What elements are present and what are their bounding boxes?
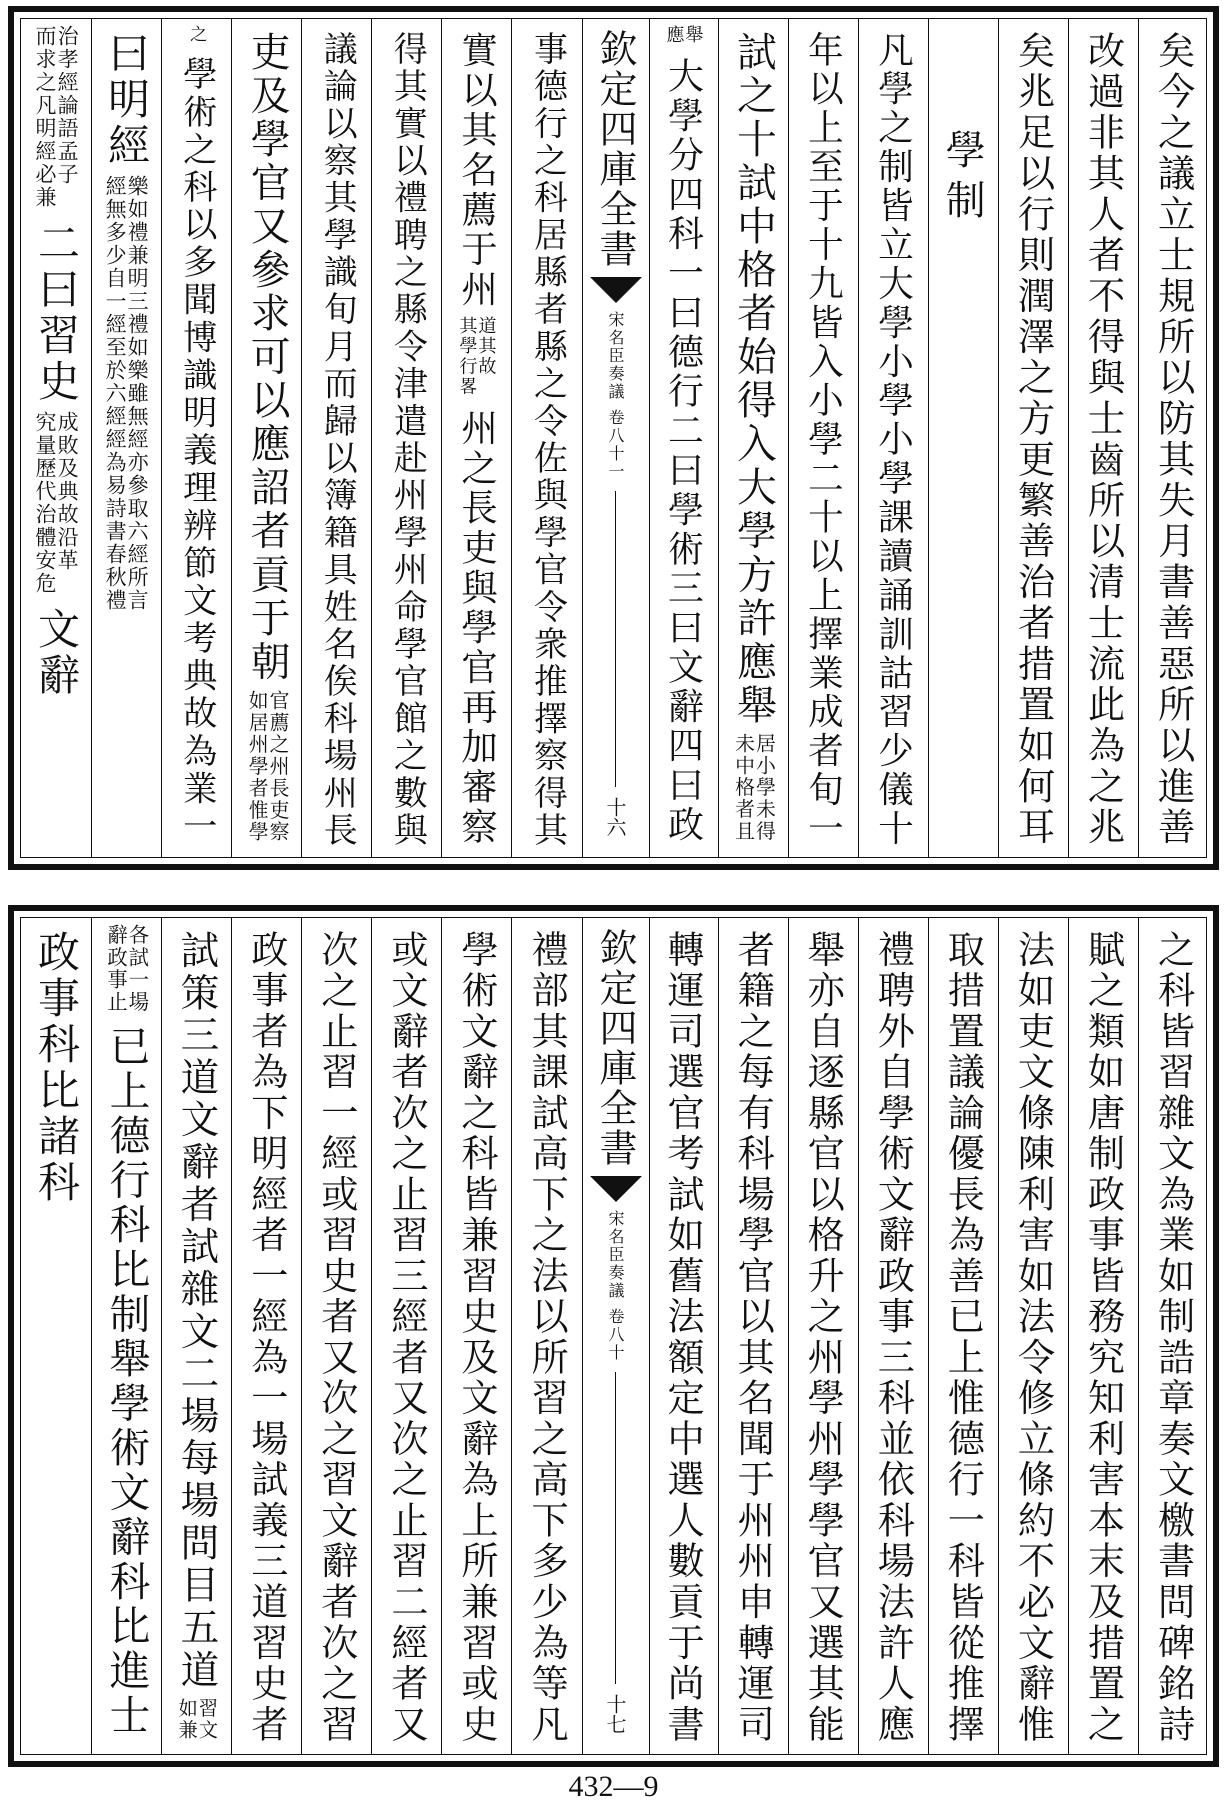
text-column bbox=[301, 918, 371, 1754]
text-column bbox=[231, 918, 301, 1754]
text-column bbox=[928, 918, 998, 1754]
center-fold bbox=[582, 918, 650, 1754]
text-column bbox=[161, 19, 231, 857]
note-line: 習文 bbox=[195, 1697, 219, 1741]
note-line: 如居州學者惟學 bbox=[245, 689, 269, 843]
text-column bbox=[788, 19, 858, 857]
annotation-note bbox=[176, 1698, 217, 1741]
column-rule bbox=[1068, 918, 1069, 1754]
book-title: 欽定四庫全書 bbox=[593, 29, 637, 269]
annotation-note bbox=[664, 25, 702, 45]
column-rule bbox=[161, 19, 162, 857]
main-text: 次之止習一經或習史者又次之習文辭者次之習 bbox=[314, 930, 359, 1746]
main-text: 矣今之議立士規所以防其失月書善惡所以進善 bbox=[1151, 31, 1196, 849]
bottom-page bbox=[8, 905, 1219, 1767]
note-line: 經無多少自一經至於六經經為易詩書春秋禮 bbox=[103, 175, 128, 612]
column-rule bbox=[511, 918, 512, 1754]
volume-label: 卷八十一 bbox=[606, 409, 625, 481]
column-rule bbox=[301, 19, 302, 857]
annotation-note bbox=[732, 733, 774, 842]
note-line: 應 bbox=[663, 25, 685, 45]
source-title: 宋名臣奏議 bbox=[606, 311, 625, 401]
source-title: 宋名臣奏議 bbox=[606, 1210, 625, 1300]
annotation-note bbox=[457, 316, 495, 397]
note-line: 官薦之州長吏察 bbox=[266, 689, 290, 843]
main-text: 二曰習史 bbox=[32, 221, 82, 405]
center-fold bbox=[582, 19, 650, 857]
main-text: 矣兆足以行則潤澤之方更繁善治者措置如何耳 bbox=[1011, 31, 1056, 849]
fish-tail-mark bbox=[590, 277, 642, 303]
text-column bbox=[511, 918, 581, 1754]
column-rule bbox=[718, 19, 719, 857]
column-rule bbox=[441, 19, 442, 857]
main-text: 禮聘外自學術文辭政事三科並依科場法許人應 bbox=[871, 930, 916, 1746]
column-rule bbox=[718, 918, 719, 1754]
column-rule bbox=[91, 918, 92, 1754]
column-rule bbox=[788, 19, 789, 857]
note-line: 舉 bbox=[682, 25, 704, 45]
column-rule bbox=[858, 918, 859, 1754]
note-line: 道其故 bbox=[475, 315, 497, 377]
annotation-note bbox=[105, 924, 148, 1013]
column-rule bbox=[928, 918, 929, 1754]
main-text: 取措置議論優長為善已上惟德行一科皆從推擇 bbox=[941, 930, 986, 1746]
column-rule bbox=[788, 918, 789, 1754]
main-text: 曰明經 bbox=[102, 31, 152, 169]
main-text: 凡學之制皆立大學小學小學課讀誦訓詁習少儀十 bbox=[872, 31, 914, 849]
main-text: 學術文辭之科皆兼習史及文辭為上所兼習或史 bbox=[455, 930, 500, 1746]
main-text: 事德行之科居縣者縣之令佐與學官令衆推擇察得其 bbox=[527, 31, 568, 850]
text-column bbox=[998, 19, 1068, 857]
text-column bbox=[21, 19, 91, 857]
text-column bbox=[511, 19, 581, 857]
text-column bbox=[648, 918, 718, 1754]
column-rule bbox=[161, 918, 162, 1754]
note-line: 未中格者且 bbox=[731, 733, 755, 843]
main-text: 已上德行科比制舉學術文辭科比進士 bbox=[102, 1025, 151, 1739]
note-line: 之 bbox=[186, 25, 207, 45]
column-rule bbox=[858, 19, 859, 857]
column-rule bbox=[998, 19, 999, 857]
note-line: 治孝經論語孟子 bbox=[55, 25, 80, 186]
text-column bbox=[301, 19, 371, 857]
main-text: 轉運司選官考試如舊法額定中選人數貢于尚書 bbox=[661, 930, 706, 1746]
main-text: 議論以察其學識旬月而歸以簿籍具姓名俟科場州長 bbox=[317, 31, 358, 850]
note-line: 成敗及典故沿革 bbox=[55, 411, 80, 572]
text-column bbox=[1138, 918, 1208, 1754]
text-column bbox=[718, 918, 788, 1754]
column-rule bbox=[301, 918, 302, 1754]
text-column bbox=[718, 19, 788, 857]
note-line: 樂如禮兼明三禮如樂雖無經亦參取六經所言 bbox=[125, 175, 150, 612]
annotation-note bbox=[245, 689, 290, 843]
main-text: 試策三道文辭者試雜文二場每場問目五道 bbox=[174, 930, 220, 1692]
text-column bbox=[648, 19, 718, 857]
main-text: 禮部其課試高下之法以所習之高下多少為等凡 bbox=[525, 930, 570, 1746]
text-column bbox=[91, 19, 161, 857]
fish-tail-mark bbox=[590, 1176, 642, 1202]
volume-label: 卷八十 bbox=[606, 1308, 625, 1362]
main-text: 或文辭者次之止習三經者又次之止習二經者又 bbox=[384, 930, 429, 1746]
text-column bbox=[161, 918, 231, 1754]
book-title: 欽定四庫全書 bbox=[593, 928, 637, 1168]
annotation-note bbox=[104, 175, 148, 612]
main-text: 法如吏文條陳利害如法令修立條約不必文辭惟 bbox=[1011, 930, 1056, 1746]
annotation-note bbox=[34, 411, 78, 595]
column-rule bbox=[371, 918, 372, 1754]
note-line: 居小學未得 bbox=[752, 733, 776, 843]
main-text: 政事者為下明經者一經為一場試義三道習史者 bbox=[244, 930, 289, 1746]
text-column bbox=[231, 19, 301, 857]
main-text: 政事科比諸科 bbox=[32, 930, 82, 1206]
main-text: 之科皆習雜文為業如制誥章奏文檄書問碑銘詩 bbox=[1151, 930, 1196, 1746]
main-text: 改過非其人者不得與士齒所以清士流此為之兆 bbox=[1081, 31, 1126, 849]
main-text: 賦之類如唐制政事皆務究知利害本末及措置之 bbox=[1081, 930, 1126, 1746]
text-column bbox=[441, 918, 511, 1754]
text-column bbox=[928, 19, 998, 857]
main-text: 者籍之每有科場學官以其名聞于州州申轉運司 bbox=[731, 930, 776, 1746]
main-text: 試之十試中格者始得入大學方許應舉 bbox=[730, 31, 777, 728]
text-column bbox=[371, 918, 441, 1754]
main-text: 舉亦自逐縣官以格升之州學州學學官又選其能 bbox=[801, 930, 846, 1746]
center-rule bbox=[615, 1372, 616, 1684]
text-column bbox=[441, 19, 511, 857]
column-rule bbox=[928, 19, 929, 857]
text-column bbox=[998, 918, 1068, 1754]
column-rule bbox=[371, 19, 372, 857]
text-column bbox=[91, 918, 161, 1754]
column-rule bbox=[511, 19, 512, 857]
note-line: 各試一場 bbox=[125, 924, 150, 1014]
note-line: 究量歷代治體安危 bbox=[33, 411, 58, 595]
column-rule bbox=[231, 918, 232, 1754]
note-line: 如兼 bbox=[175, 1697, 199, 1741]
column-rule bbox=[998, 918, 999, 1754]
annotation-note bbox=[187, 25, 205, 44]
top-page bbox=[8, 6, 1219, 870]
main-text: 學術之科以多聞博識明義理辨節文考典故為業一 bbox=[176, 56, 217, 846]
main-text: 文辭 bbox=[32, 607, 82, 699]
note-line: 其學行畧 bbox=[456, 315, 478, 397]
column-rule bbox=[231, 19, 232, 857]
main-text: 得其實以禮聘之縣令津遣赴州學州命學官館之數與 bbox=[387, 31, 428, 850]
text-column bbox=[371, 19, 441, 857]
text-column bbox=[858, 19, 928, 857]
text-column bbox=[788, 918, 858, 1754]
text-column bbox=[21, 918, 91, 1754]
column-rule bbox=[441, 918, 442, 1754]
section-title: 學制 bbox=[939, 129, 986, 229]
text-column bbox=[858, 918, 928, 1754]
text-column bbox=[1068, 918, 1138, 1754]
text-column bbox=[1138, 19, 1208, 857]
main-text: 實以其名薦于州 bbox=[455, 31, 499, 310]
note-line: 而求之凡明經必兼 bbox=[33, 25, 58, 209]
annotation-note bbox=[34, 25, 78, 209]
note-line: 辭政事止 bbox=[104, 924, 129, 1014]
main-text: 大學分四科一曰德行二曰學術三曰文辭四曰政 bbox=[662, 56, 704, 845]
page-number: 432—9 bbox=[568, 1770, 659, 1803]
leaf-number: 十七 bbox=[603, 1694, 627, 1734]
column-rule bbox=[1138, 918, 1139, 1754]
column-rule bbox=[1138, 19, 1139, 857]
main-text: 吏及學官又參求可以應詔者貢于朝 bbox=[244, 31, 291, 684]
main-text: 州之長吏與學官再加審察 bbox=[455, 408, 499, 847]
leaf-number: 十六 bbox=[603, 797, 627, 837]
column-rule bbox=[1068, 19, 1069, 857]
center-rule bbox=[615, 491, 616, 787]
main-text: 年以上至于十九皆入小學二十以上擇業成者旬一 bbox=[802, 31, 844, 849]
column-rule bbox=[91, 19, 92, 857]
text-column bbox=[1068, 19, 1138, 857]
